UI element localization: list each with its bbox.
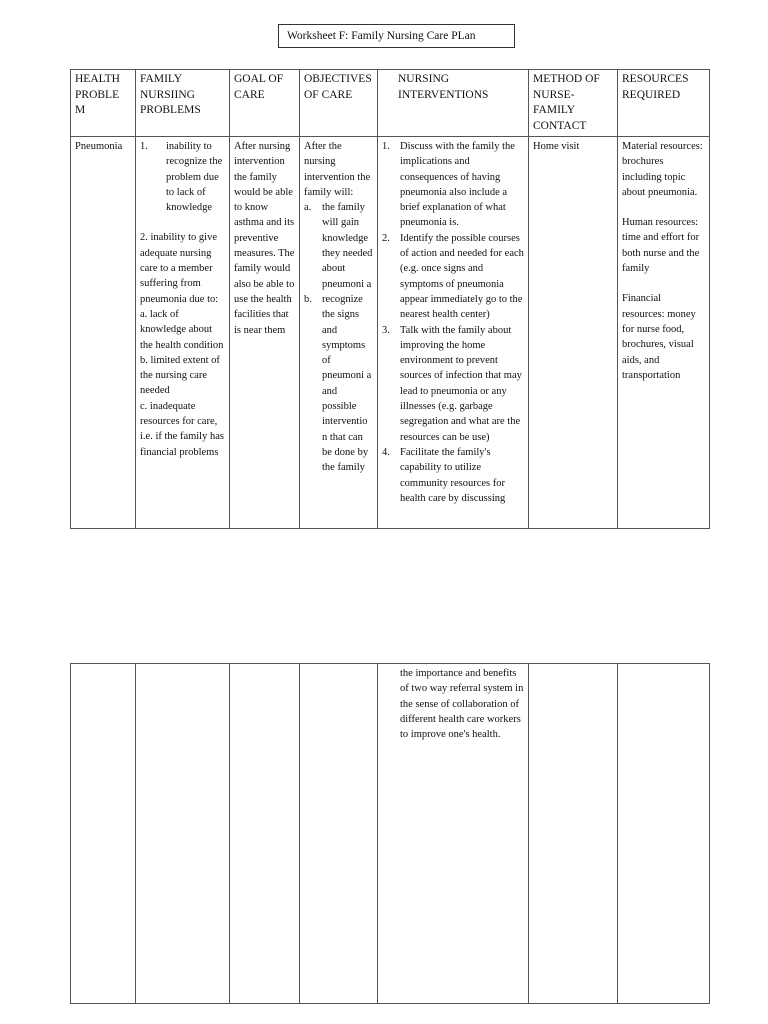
header-family-nursing-problems: FAMILY NURSIING PROBLEMS	[136, 70, 230, 137]
financial-resources: Financial resources: money for nurse food, brochures, visual aids, and transportation	[622, 293, 696, 381]
human-resources: Human resources: time and effort for both nurse and the family	[622, 217, 700, 275]
empty-cell	[529, 664, 618, 1004]
list-item: 2. inability to give adequate nursing care to a member suffering from pneumonia due to:	[140, 232, 219, 305]
resources-cell	[618, 137, 710, 529]
list-item: Talk with the family about improving the home environment to prevent sources of infection that may lead to pneumonia or any illnesses (e.g. garbage segregation and what are the resources can be use)	[400, 324, 522, 443]
objectives-cell	[300, 137, 378, 529]
material-resources: Material resources: brochures including topic about pneumonia.	[622, 141, 703, 198]
list-letter: b.	[304, 293, 312, 305]
header-nursing-interventions: NURSING INTERVENTIONS	[378, 70, 529, 137]
header-resources-required: RESOURCES REQUIRED	[618, 70, 710, 137]
list-item: recognize the signs and symptoms of pneumoni a and possible interventio n that can be done by the family	[322, 293, 372, 474]
table-row	[71, 664, 710, 1004]
empty-cell	[230, 664, 300, 1004]
method-of-contact-cell: Home visit	[529, 137, 618, 529]
goal-of-care-cell: After nursing intervention the family would be able to know asthma and its preventive measures. The family would also be able to use the health facilities that is near them	[230, 137, 300, 529]
list-number: 3.	[382, 324, 390, 336]
family-problems-cell	[136, 137, 230, 529]
list-letter: a.	[304, 202, 312, 214]
list-item: the family will gain knowledge they needed about pneumoni a	[322, 202, 373, 290]
interventions-continued-cell: the importance and benefits of two way referral system in the sense of collaboration of different health care workers to improve one's health.	[378, 664, 529, 1004]
care-plan-table	[70, 69, 710, 529]
empty-cell	[300, 664, 378, 1004]
list-number: 4.	[382, 446, 390, 458]
list-item: Discuss with the family the implications and consequences of having pneumonia also include a brief explanation of what pneumonia is.	[400, 141, 515, 229]
empty-cell	[618, 664, 710, 1004]
care-plan-table-continued	[70, 663, 710, 1004]
list-item: b. limited extent of the nursing care needed	[140, 354, 220, 397]
header-objectives-of-care: OBJECTIVES OF CARE	[300, 70, 378, 137]
header-goal-of-care: GOAL OF CARE	[230, 70, 300, 137]
list-item: c. inadequate resources for care, i.e. if the family has financial problems	[140, 400, 224, 458]
header-health-problem: HEALTH PROBLE M	[71, 70, 136, 137]
list-number: 1.	[382, 141, 390, 152]
header-row	[71, 70, 710, 137]
list-item: a. lack of knowledge about the health condition	[140, 308, 224, 351]
table-row	[71, 137, 710, 529]
health-problem-cell: Pneumonia	[71, 137, 136, 529]
header-method-of-contact: METHOD OF NURSE- FAMILY CONTACT	[529, 70, 618, 137]
objectives-intro: After the nursing intervention the family will:	[304, 141, 371, 198]
empty-cell	[71, 664, 136, 1004]
list-item: Facilitate the family's capability to utilize community resources for health care by discussing	[400, 446, 506, 504]
worksheet-title: Worksheet F: Family Nursing Care PLan	[278, 24, 515, 48]
list-item: inability to recognize the problem due to lack of knowledge	[166, 141, 223, 214]
list-number: 1.	[140, 141, 148, 152]
interventions-cell	[378, 137, 529, 529]
list-item: Identify the possible courses of action and needed for each (e.g. once signs and symptoms of pneumonia appear immediately go to the nearest health center)	[400, 232, 524, 321]
empty-cell	[136, 664, 230, 1004]
list-number: 2.	[382, 232, 390, 244]
